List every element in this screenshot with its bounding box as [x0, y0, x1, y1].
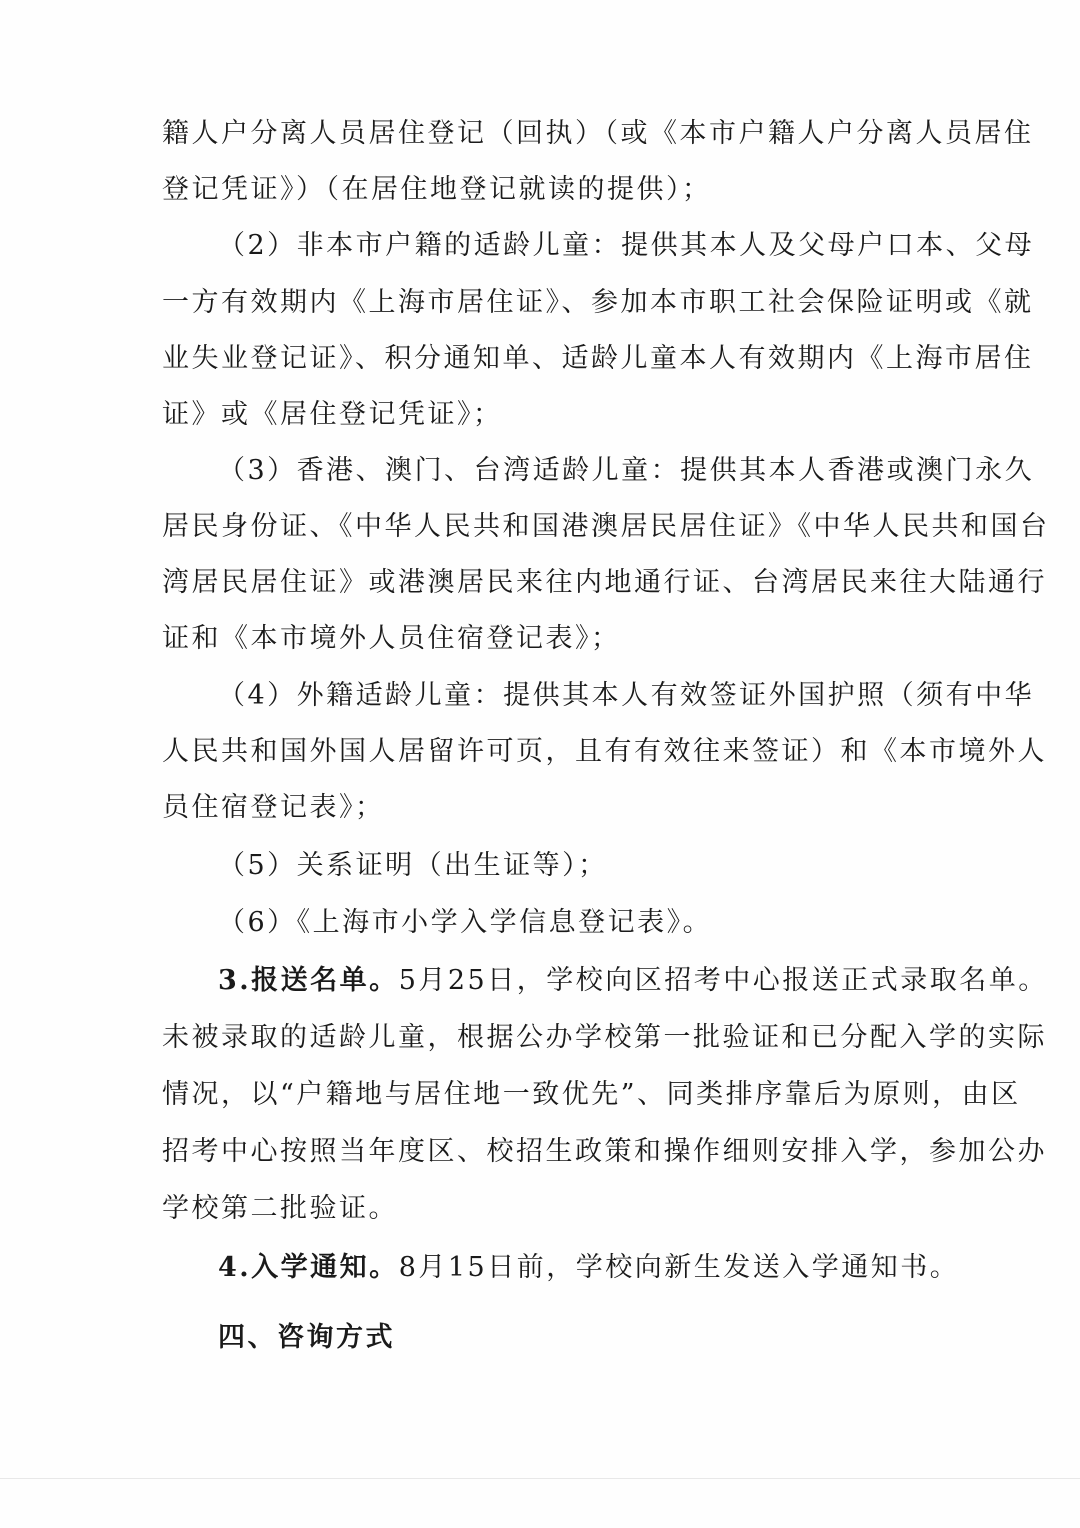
paragraph-line: 证》或《居住登记凭证》；	[162, 399, 503, 430]
paragraph-line: （6）《上海市小学入学信息登记表》。	[218, 907, 713, 938]
paragraph-line: 一方有效期内《上海市居住证》、参加本市职工社会保险证明或《就	[162, 287, 1034, 318]
paragraph-line: 籍人户分离人员居住登记（回执）（或《本市户籍人户分离人员居住	[162, 118, 1034, 149]
paragraph-line: 未被录取的适龄儿童，根据公办学校第一批验证和已分配入学的实际	[162, 1022, 1047, 1053]
paragraph-line: （2）非本市户籍的适龄儿童：提供其本人及父母户口本、父母	[218, 230, 1035, 261]
section-heading-consultation: 四、咨询方式	[218, 1322, 395, 1353]
section-3-text: 5月25日，学校向区招考中心报送正式录取名单。	[398, 965, 1048, 996]
paragraph-line: 情况，以“户籍地与居住地一致优先”、同类排序靠后为原则，由区	[162, 1079, 1021, 1110]
paragraph-line: 登记凭证》）（在居住地登记就读的提供）；	[162, 174, 712, 205]
paragraph-line: 业失业登记证》、积分通知单、适龄儿童本人有效期内《上海市居住	[162, 343, 1034, 374]
page-edge-divider	[0, 1478, 1080, 1479]
section-3-line	[218, 961, 1048, 1001]
section-3-heading: 3.报送名单。	[218, 965, 399, 996]
paragraph-line: 人民共和国外国人居留许可页，且有有效往来签证）和《本市境外人	[162, 736, 1047, 767]
paragraph-line: 学校第二批验证。	[162, 1193, 398, 1224]
paragraph-line: 居民身份证、《中华人民共和国港澳居民居住证》《中华人民共和国台	[162, 511, 1050, 542]
section-4-text: 8月15日前，学校向新生发送入学通知书。	[398, 1252, 960, 1283]
paragraph-line: （4）外籍适龄儿童：提供其本人有效签证外国护照（须有中华	[218, 680, 1035, 711]
paragraph-line: （5）关系证明（出生证等）；	[218, 850, 608, 881]
section-4-line	[218, 1248, 959, 1288]
section-4-heading: 4.入学通知。	[218, 1252, 399, 1283]
paragraph-line: 员住宿登记表》；	[162, 792, 385, 823]
paragraph-line: 湾居民居住证》或港澳居民来往内地通行证、台湾居民来往大陆通行	[162, 567, 1047, 598]
paragraph-line: （3）香港、澳门、台湾适龄儿童：提供其本人香港或澳门永久	[218, 455, 1035, 486]
paragraph-line: 招考中心按照当年度区、校招生政策和操作细则安排入学，参加公办	[162, 1136, 1047, 1167]
paragraph-line: 证和《本市境外人员住宿登记表》；	[162, 623, 621, 654]
